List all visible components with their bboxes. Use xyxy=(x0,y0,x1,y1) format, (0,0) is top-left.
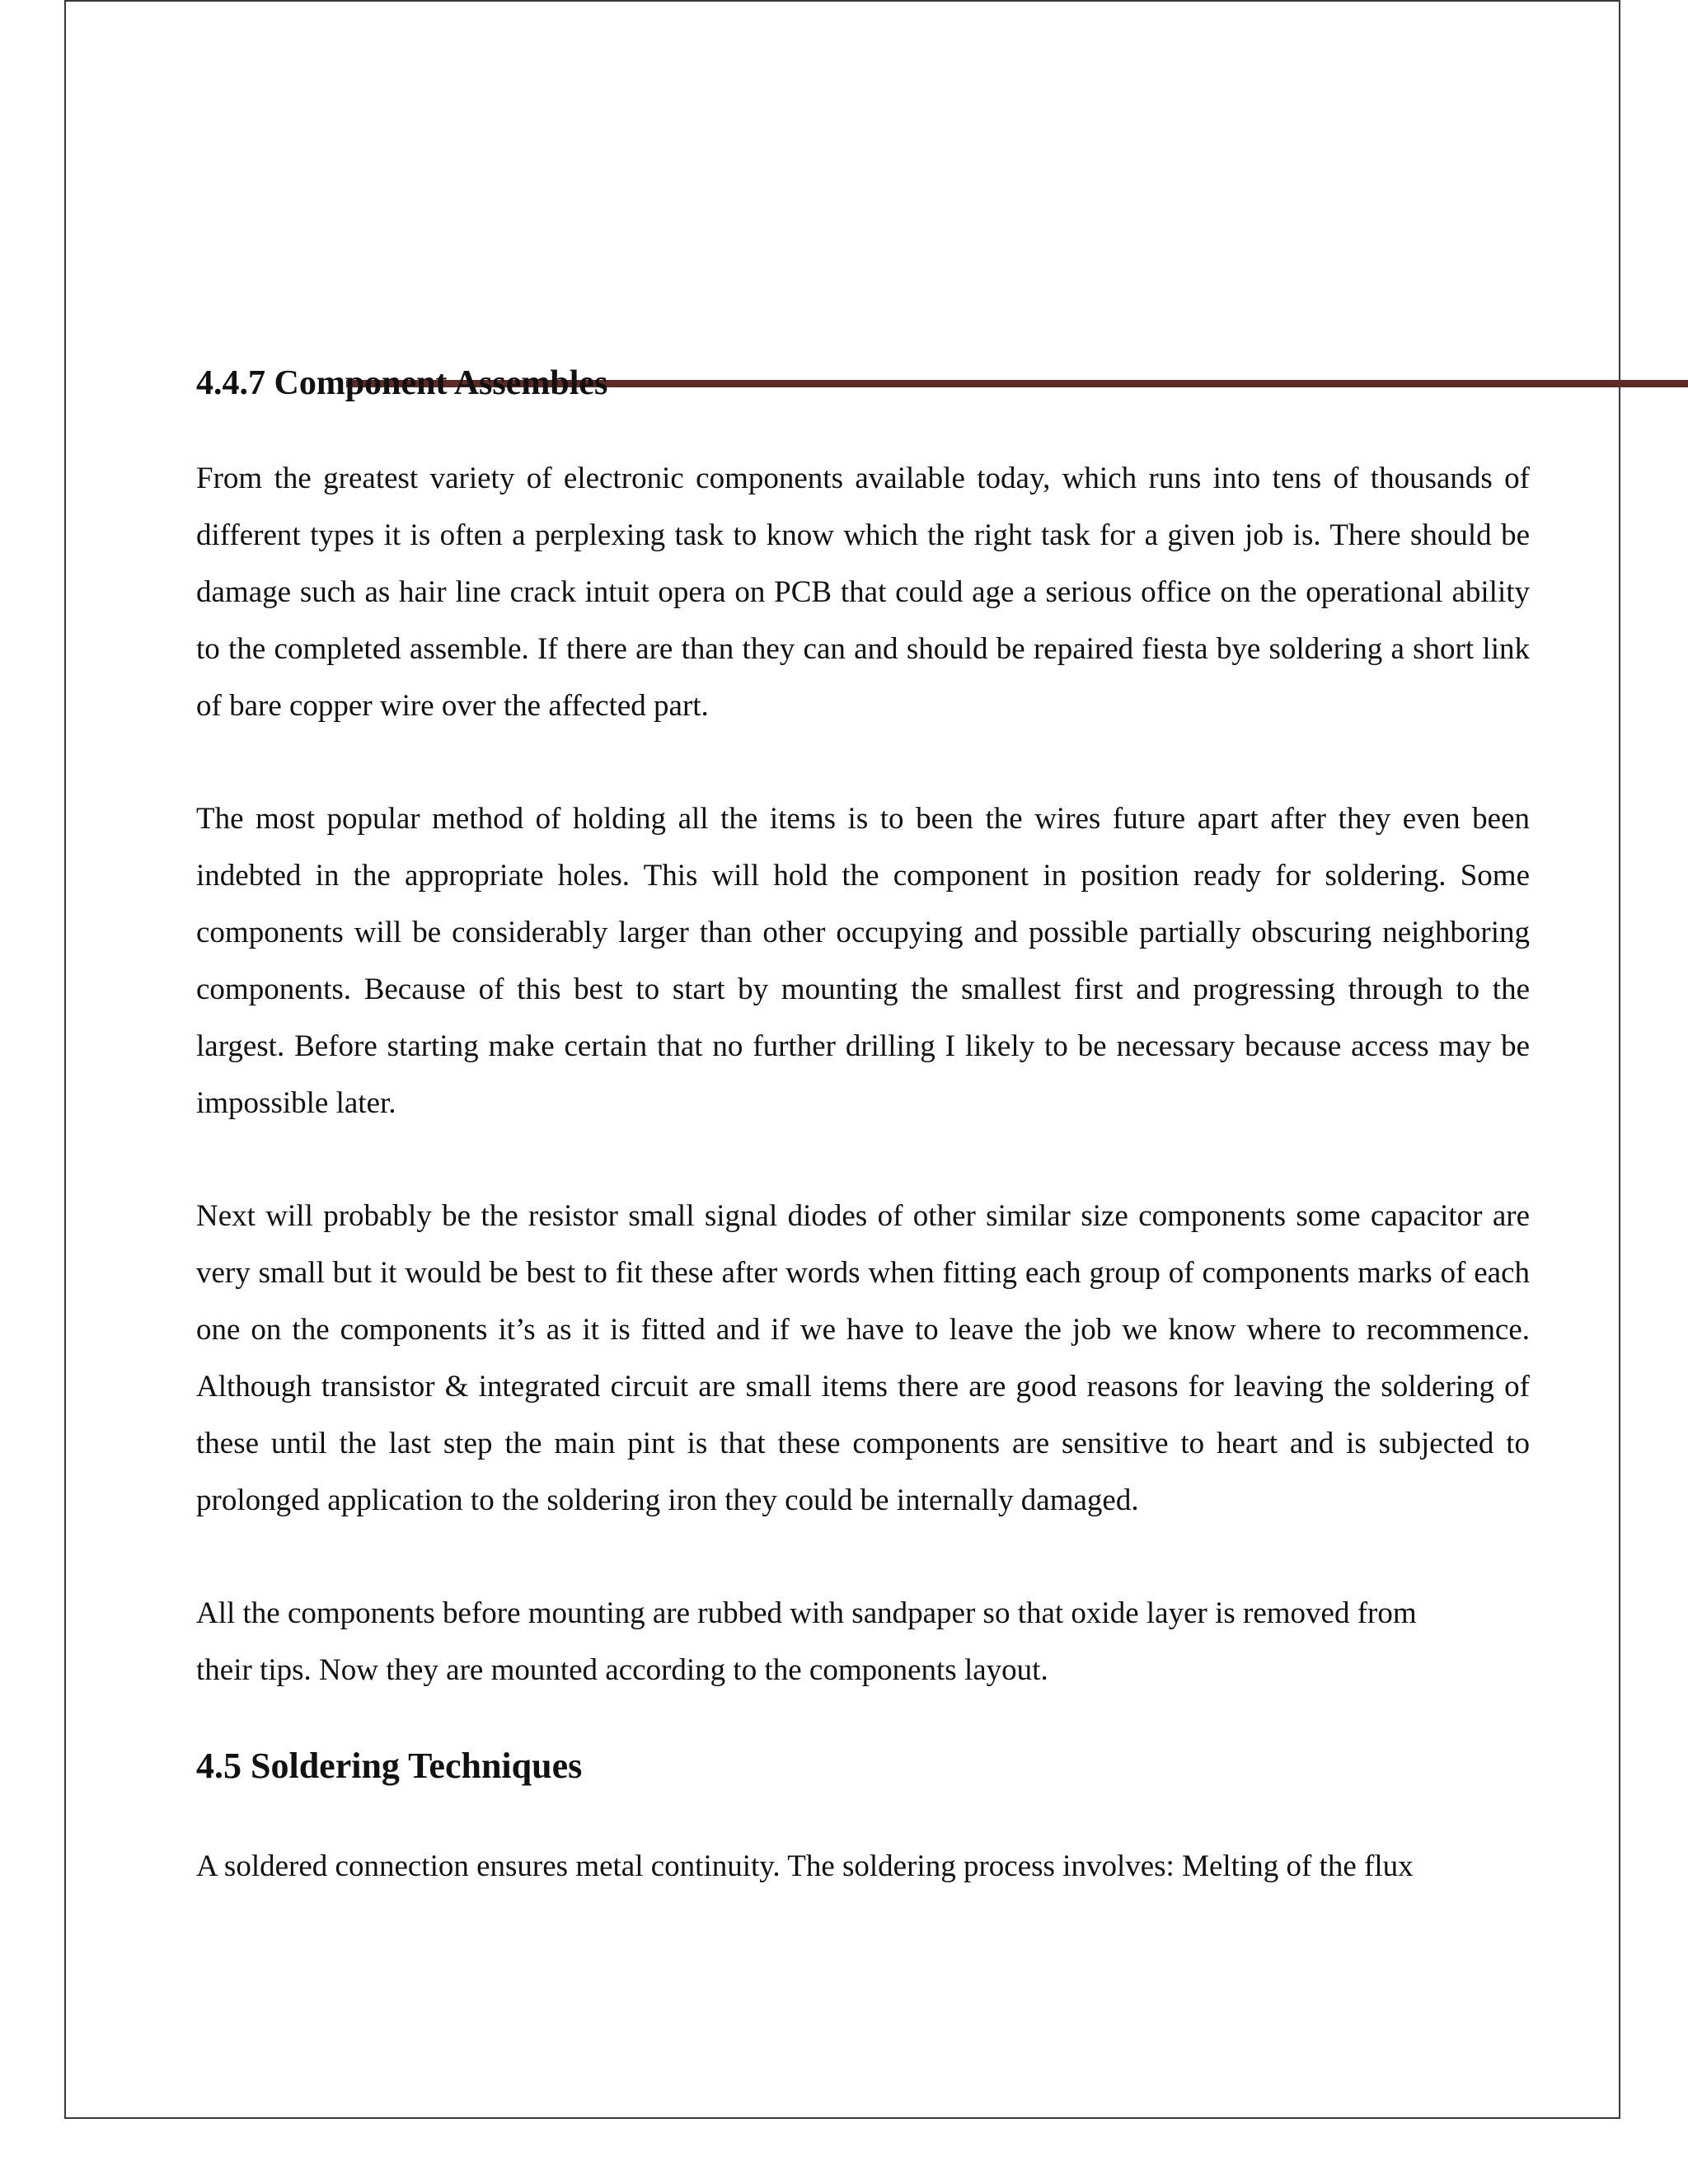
paragraph-3: Next will probably be the resistor small signal diodes of other similar size components some capacitor are very small but it would be best to fit these after words when fitting each group of components marks of each one on the components it’s as it is fitted and if we have to leave the job we know where to recommence. Although transistor & integrated circuit are small items there are good reasons for leaving the soldering of these until the last step the main pint is that these components are sensitive to heart and is subjected to prolonged application to the soldering iron they could be internally damaged. xyxy=(196,1199,1530,1518)
section-heading-component-assembles: 4.4.7 Component Assembles xyxy=(196,364,608,402)
paragraph-5: A soldered connection ensures metal continuity. The soldering process involves: Melting of the flux xyxy=(196,1849,1414,1884)
paragraph-2: The most popular method of holding all the items is to been the wires future apart after they even been indebted in the appropriate holes. This will hold the component in position ready for soldering. Some components will be considerably larger than other occupying and possible partially obscuring neighboring components. Because of this best to start by mounting the smallest first and progressing through to the largest. Before starting make certain that no further drilling I likely to be necessary because access may be impossible later. xyxy=(196,802,1530,1121)
section-heading-soldering-techniques: 4.5 Soldering Techniques xyxy=(196,1746,583,1787)
paragraph-4: All the components before mounting are rubbed with sandpaper so that oxide layer is removed from their tips. Now they are mounted according to the components layout. xyxy=(196,1596,1417,1688)
document-body xyxy=(196,363,1530,1895)
paragraph-1: From the greatest variety of electronic components available today, which runs into tens of thousands of different types it is often a perplexing task to know which the right task for a given job is. There should be damage such as hair line crack intuit opera on PCB that could age a serious office on the operational ability to the completed assemble. If there are than they can and should be repaired fiesta bye soldering a short link of bare copper wire over the affected part. xyxy=(196,462,1530,724)
